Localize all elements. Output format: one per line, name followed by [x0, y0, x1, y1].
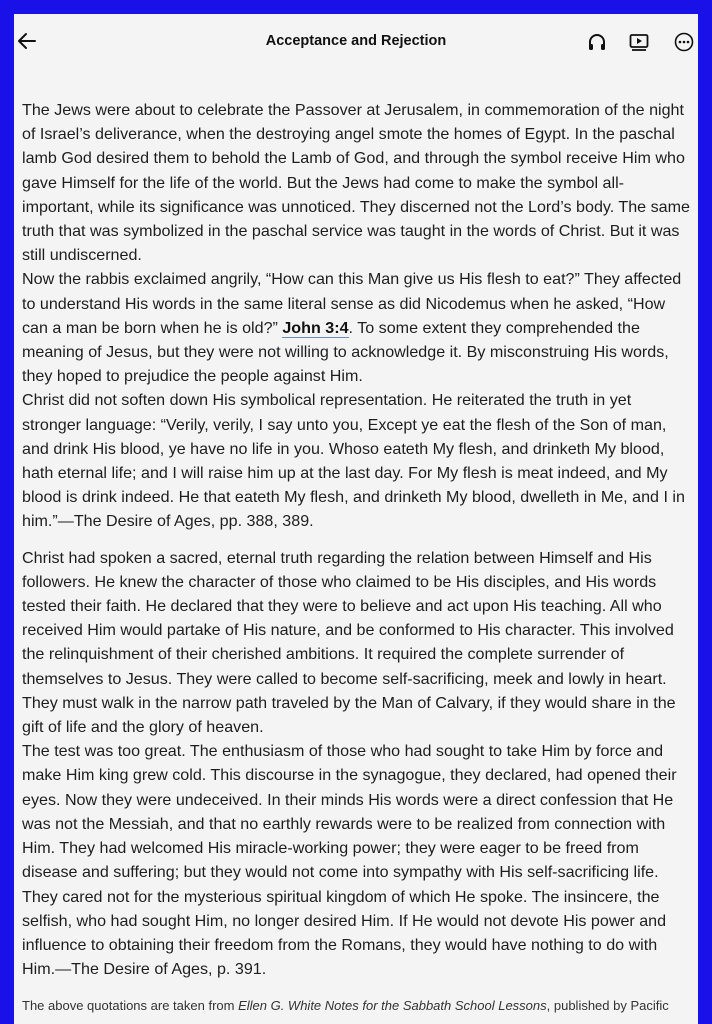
paragraph-spacer: [22, 534, 692, 546]
source-note-text: The above quotations are taken from: [22, 998, 239, 1013]
article-body: [22, 98, 692, 981]
reader-screen: [14, 14, 698, 1024]
paragraph: The Jews were about to celebrate the Passover at Jerusalem, in commemoration of the night of Israel’s deliverance, when the destroying angel smote the homes of Egypt. In the paschal lamb God desired them to behold the Lamb of God, and through the symbol receive Him who gave Himself for the life of the world. But the Jews had come to make the symbol all-important, while its significance was unnoticed. They discerned not the Lord’s body. The same truth that was symbolized in the paschal service was taught in the words of Christ. But it was still undiscerned.: [22, 101, 690, 265]
top-bar: [14, 14, 698, 74]
scripture-link[interactable]: John 3:4: [282, 318, 349, 337]
paragraph: The test was too great. The enthusiasm of those who had sought to take Him by force and make Him king grew cold. This discourse in the synagogue, they declared, had opened their eyes. Now they were undeceived. In their minds His words were a direct confession that He was not the Messiah, and that no earthly rewards were to be realized from connection with Him. They had welcomed His miracle-working power; they were eager to be freed from disease and suffering; but they would not come into sympathy with His self-sacrificing life. They cared not for the mysterious spiritual kingdom of which He spoke. The insincere, the selfish, who had sought Him, no longer desired Him. If He would not devote His power and influence to obtaining their freedom from the Romans, they would have nothing to do with Him.—The Desire of Ages, p. 391.: [22, 742, 677, 979]
paragraph: [22, 267, 692, 388]
headphones-icon[interactable]: [586, 31, 608, 53]
source-note: [22, 997, 698, 1015]
more-options-icon[interactable]: [673, 31, 695, 53]
source-note-text: , published by Pacific: [546, 998, 669, 1013]
paragraph: Christ had spoken a sacred, eternal truth regarding the relation between Himself and His followers. He knew the character of those who claimed to be His disciples, and His words tested their faith. He declared that they were to believe and act upon His teaching. All who received Him would partake of His nature, and be conformed to His character. This involved the relinquishment of their cherished ambitions. It required the complete surrender of themselves to Jesus. They were called to become self-sacrificing, meek and lowly in heart. They must walk in the narrow path traveled by the Man of Calvary, if they would share in the gift of life and the glory of heaven.: [22, 548, 676, 737]
paragraph-text: . To some extent they comprehended the meaning of Jesus, but they were not willing to acknowledge it. By misconstruing His words, they hoped to prejudice the people against Him.: [22, 318, 669, 386]
page-title: Acceptance and Rejection: [265, 33, 447, 49]
paragraph-text: Now the rabbis exclaimed angrily, “How can this Man give us His flesh to eat?” They affected to understand His words in the same literal sense as did Nicodemus when he asked, “How can a man be born when he is old?”: [22, 270, 682, 337]
source-book-title: Ellen G. White Notes for the Sabbath School Lessons: [238, 998, 547, 1013]
paragraph: Christ did not soften down His symbolical representation. He reiterated the truth in yet stronger language: “Verily, verily, I say unto you, Except ye eat the flesh of the Son of man, and drink His blood, ye have no life in you. Whoso eateth My flesh, and drinketh My blood, hath eternal life; and I will raise him up at the last day. For My flesh is meat indeed, and My blood is drink indeed. He that eateth My flesh, and drinketh My blood, dwelleth in Me, and I in him.”—The Desire of Ages, pp. 388, 389.: [22, 391, 685, 531]
video-play-icon[interactable]: [628, 31, 650, 53]
